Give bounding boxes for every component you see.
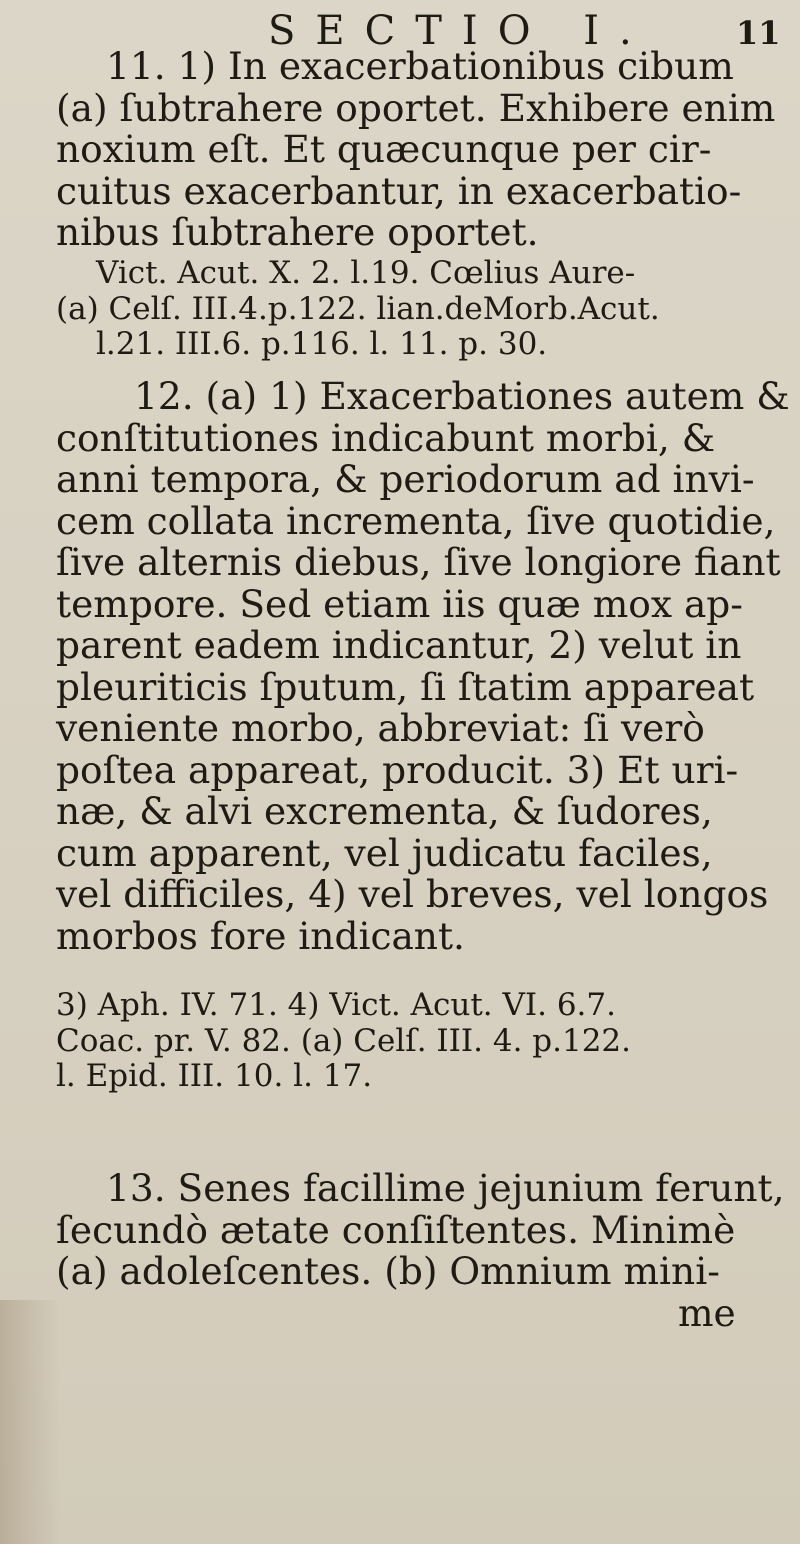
text-line: conſtitutiones indicabunt morbi, & [56, 415, 716, 460]
footnote-line: Coac. pr. V. 82. (a) Celſ. III. 4. p.122. [56, 1022, 632, 1059]
text-line: anni tempora, & periodorum ad invi- [56, 457, 755, 501]
text-line: 11. 1) In exacerbationibus cibum [106, 44, 734, 88]
section-11 [56, 46, 796, 254]
text-line: (a) adoleſcentes. (b) Omnium mini- [56, 1249, 720, 1293]
footnote-line: l.21. III.6. p.116. l. 11. p. 30. [96, 326, 548, 362]
text-line: noxium eſt. Et quæcunque per cir- [56, 127, 712, 171]
text-line: (a) ſubtrahere oportet. Exhibere enim [56, 85, 776, 130]
text-line: cuitus exacerbantur, in exacerbatio- [56, 168, 742, 213]
page-number: 11 [736, 14, 781, 52]
footnote-line: l. Epid. III. 10. l. 17. [56, 1058, 373, 1094]
section-12-notes [56, 988, 796, 1095]
running-title: SECTIO I. [268, 8, 652, 54]
text-line: parent eadem indicantur, 2) velut in [56, 623, 742, 667]
text-line: veniente morbo, abbreviat: ſi verò [56, 706, 705, 750]
section-12 [56, 376, 796, 957]
text-line: ſive alternis diebus, ſive longiore fiant [56, 540, 781, 584]
text-line: næ, & alvi excrementa, & ſudores, [56, 789, 713, 833]
section-13 [56, 1168, 796, 1293]
text-line: pleuriticis ſputum, ſi ſtatim appareat [56, 664, 755, 709]
text-line: ſecundò ætate conſiſtentes. Minimè [56, 1207, 736, 1252]
footnote-line: (a) Celſ. III.4.p.122. lian.deMorb.Acut. [56, 290, 660, 327]
text-line: 13. Senes facillime jejunium ferunt, [106, 1166, 785, 1210]
text-line: 12. (a) 1) Exacerbationes autem & [134, 374, 790, 418]
text-line: nibus ſubtrahere oportet. [56, 210, 539, 254]
text-line: cem collata incrementa, ſive quotidie, [56, 498, 776, 543]
text-line: poſtea appareat, producit. 3) Et uri- [56, 747, 739, 792]
text-line: vel difficiles, 4) vel breves, vel longos [56, 872, 769, 916]
text-line: tempore. Sed etiam iis quæ mox ap- [56, 581, 743, 626]
text-line: cum apparent, vel judicatu faciles, [56, 830, 713, 875]
page-shadow [0, 1300, 60, 1544]
text-line: morbos fore indicant. [56, 913, 465, 958]
section-11-notes [56, 256, 796, 363]
catchword: me [678, 1291, 736, 1335]
footnote-line: 3) Aph. IV. 71. 4) Vict. Acut. VI. 6.7. [56, 987, 616, 1023]
footnote-line: Vict. Acut. X. 2. l.19. Cœlius Aure- [96, 255, 636, 291]
